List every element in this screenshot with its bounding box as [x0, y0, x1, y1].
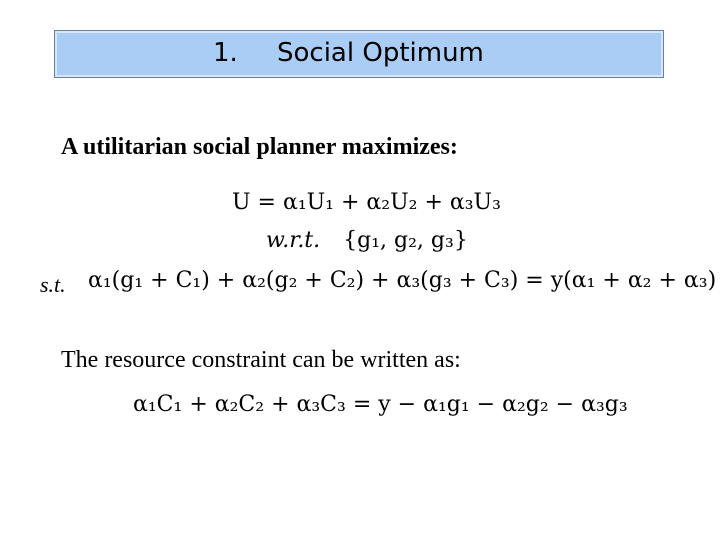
choice-variables [266, 228, 468, 253]
planner-heading: A utilitarian social planner maximizes: [61, 134, 458, 160]
choice-set: {g₁, g₂, g₃} [343, 228, 468, 253]
section-number: 1. [213, 38, 238, 68]
slide-title-bar [54, 30, 664, 78]
resource-constraint-equation: α₁C₁ + α₂C₂ + α₃C₃ = y − α₁g₁ − α₂g₂ − α₃g₃ [133, 392, 628, 417]
budget-constraint-equation: α₁(g₁ + C₁) + α₂(g₂ + C₂) + α₃(g₃ + C₃) = y(α₁ + α₂ + α₃) [88, 268, 717, 293]
slide-title: Social Optimum [277, 38, 484, 68]
resource-constraint-text: The resource constraint can be written as: [61, 347, 461, 373]
objective-equation: U = α₁U₁ + α₂U₂ + α₃U₃ [232, 190, 501, 215]
wrt-label: w.r.t. [266, 228, 321, 253]
subject-to-label: s.t. [40, 272, 66, 297]
